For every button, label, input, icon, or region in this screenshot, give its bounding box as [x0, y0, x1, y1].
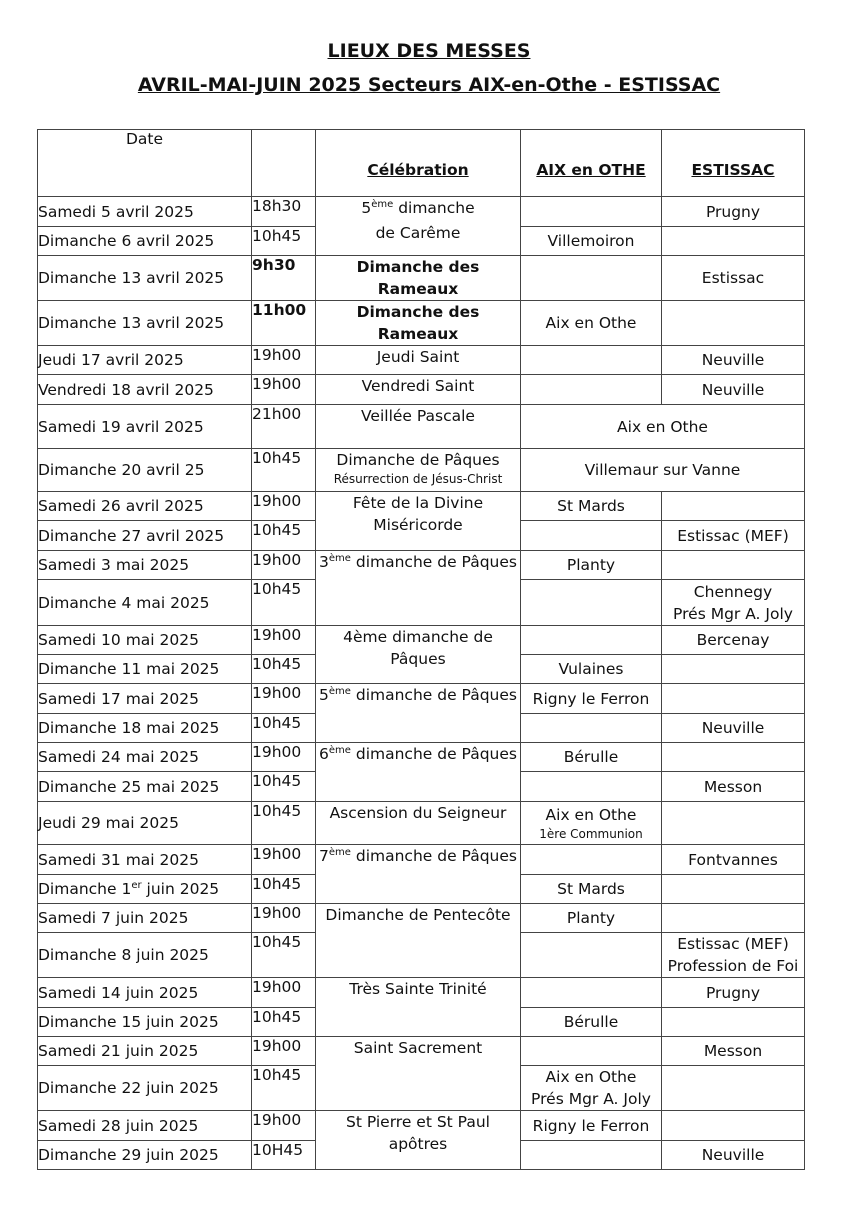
- aix-location-cell: Planty: [521, 904, 662, 933]
- time-cell: 19h00: [252, 1037, 316, 1066]
- table-row: [38, 551, 805, 580]
- page-title: LIEUX DES MESSES: [327, 40, 531, 62]
- table-row: [38, 346, 805, 375]
- date-cell: Samedi 17 mai 2025: [38, 684, 252, 714]
- celebration-cell: Jeudi Saint: [316, 346, 521, 375]
- date-cell: Samedi 28 juin 2025: [38, 1111, 252, 1141]
- aix-location-cell: Vulaines: [521, 655, 662, 684]
- time-cell: 10h45: [252, 521, 316, 551]
- date-cell: Samedi 14 juin 2025: [38, 978, 252, 1008]
- estissac-location-cell: [662, 301, 805, 346]
- aix-location-cell: [521, 933, 662, 978]
- aix-location-cell: [521, 714, 662, 743]
- estissac-location-cell: [662, 1008, 805, 1037]
- time-cell: 19h00: [252, 904, 316, 933]
- time-cell: 10h45: [252, 1008, 316, 1037]
- aix-location-cell: [521, 1141, 662, 1170]
- estissac-location-cell: Estissac (MEF): [662, 521, 805, 551]
- celebration-cell: 5ème dimanche de Pâques: [316, 684, 521, 743]
- time-cell: 19h00: [252, 375, 316, 405]
- date-cell: Dimanche 8 juin 2025: [38, 933, 252, 978]
- date-cell: Dimanche 20 avril 25: [38, 449, 252, 492]
- time-cell: 21h00: [252, 405, 316, 449]
- date-cell: Samedi 31 mai 2025: [38, 845, 252, 875]
- time-cell: 19h00: [252, 492, 316, 521]
- column-header-estissac: ESTISSAC: [662, 130, 805, 197]
- time-cell: 19h00: [252, 684, 316, 714]
- aix-location-cell: [521, 375, 662, 405]
- table-row: [38, 743, 805, 772]
- estissac-location-cell: [662, 492, 805, 521]
- table-row: [38, 802, 805, 845]
- time-cell: 19h00: [252, 978, 316, 1008]
- estissac-location-cell: [662, 1111, 805, 1141]
- estissac-location-cell: [662, 655, 805, 684]
- table-row: [38, 301, 805, 346]
- date-cell: Dimanche 27 avril 2025: [38, 521, 252, 551]
- table-row: [38, 1037, 805, 1066]
- aix-location-cell: Aix en Othe: [521, 301, 662, 346]
- date-cell: Jeudi 17 avril 2025: [38, 346, 252, 375]
- merged-location-cell: Aix en Othe: [521, 405, 805, 449]
- table-row: [38, 978, 805, 1008]
- aix-location-cell: Bérulle: [521, 743, 662, 772]
- date-cell: Dimanche 15 juin 2025: [38, 1008, 252, 1037]
- merged-location-cell: Villemaur sur Vanne: [521, 449, 805, 492]
- celebration-cell: Veillée Pascale: [316, 405, 521, 449]
- time-cell: 10h45: [252, 227, 316, 256]
- time-cell: 10h45: [252, 714, 316, 743]
- date-cell: Samedi 10 mai 2025: [38, 626, 252, 655]
- aix-location-cell: Aix en Othe Prés Mgr A. Joly: [521, 1066, 662, 1111]
- date-cell: Vendredi 18 avril 2025: [38, 375, 252, 405]
- time-cell: 19h00: [252, 743, 316, 772]
- celebration-cell: 3ème dimanche de Pâques: [316, 551, 521, 626]
- date-cell: Dimanche 13 avril 2025: [38, 301, 252, 346]
- time-cell: 10h45: [252, 1066, 316, 1111]
- time-cell: 11h00: [252, 301, 316, 346]
- estissac-location-cell: [662, 227, 805, 256]
- table-row: [38, 375, 805, 405]
- estissac-location-cell: Neuville: [662, 375, 805, 405]
- celebration-cell: Dimanche des Rameaux: [316, 256, 521, 301]
- table-row: [38, 449, 805, 492]
- table-row: [38, 1111, 805, 1141]
- celebration-cell: Dimanche de Pentecôte: [316, 904, 521, 978]
- celebration-cell: Vendredi Saint: [316, 375, 521, 405]
- celebration-cell: 6ème dimanche de Pâques: [316, 743, 521, 802]
- aix-location-cell: St Mards: [521, 492, 662, 521]
- aix-location-cell: [521, 978, 662, 1008]
- table-row: [38, 256, 805, 301]
- estissac-location-cell: Messon: [662, 772, 805, 802]
- aix-location-cell: [521, 626, 662, 655]
- aix-location-cell: [521, 346, 662, 375]
- column-header-celebration: Célébration: [316, 130, 521, 197]
- celebration-cell: Fête de la Divine Miséricorde: [316, 492, 521, 551]
- estissac-location-cell: Neuville: [662, 1141, 805, 1170]
- celebration-cell: Dimanche des Rameaux: [316, 301, 521, 346]
- column-header-aix: AIX en OTHE: [521, 130, 662, 197]
- date-cell: Dimanche 11 mai 2025: [38, 655, 252, 684]
- aix-location-cell: Villemoiron: [521, 227, 662, 256]
- column-header-time: [252, 130, 316, 197]
- time-cell: 10h45: [252, 580, 316, 626]
- estissac-location-cell: [662, 802, 805, 845]
- estissac-location-cell: Chennegy Prés Mgr A. Joly: [662, 580, 805, 626]
- date-cell: Samedi 21 juin 2025: [38, 1037, 252, 1066]
- estissac-location-cell: Neuville: [662, 346, 805, 375]
- date-cell: Dimanche 6 avril 2025: [38, 227, 252, 256]
- date-cell: Dimanche 22 juin 2025: [38, 1066, 252, 1111]
- date-cell: Dimanche 4 mai 2025: [38, 580, 252, 626]
- celebration-cell: 5ème dimanche de Carême: [316, 197, 521, 256]
- celebration-cell: Ascension du Seigneur: [316, 802, 521, 845]
- estissac-location-cell: Estissac: [662, 256, 805, 301]
- aix-location-cell: Aix en Othe 1ère Communion: [521, 802, 662, 845]
- celebration-cell: St Pierre et St Paul apôtres: [316, 1111, 521, 1170]
- table-row: [38, 684, 805, 714]
- time-cell: 10h45: [252, 772, 316, 802]
- table-row: [38, 904, 805, 933]
- aix-location-cell: [521, 772, 662, 802]
- aix-location-cell: [521, 580, 662, 626]
- date-cell: Samedi 3 mai 2025: [38, 551, 252, 580]
- estissac-location-cell: Estissac (MEF) Profession de Foi: [662, 933, 805, 978]
- page-subtitle: AVRIL-MAI-JUIN 2025 Secteurs AIX-en-Othe - ESTISSAC: [137, 74, 721, 96]
- column-header-date: Date: [38, 130, 252, 197]
- aix-location-cell: [521, 521, 662, 551]
- date-cell: Dimanche 13 avril 2025: [38, 256, 252, 301]
- time-cell: 10H45: [252, 1141, 316, 1170]
- time-cell: 19h00: [252, 626, 316, 655]
- estissac-location-cell: [662, 743, 805, 772]
- estissac-location-cell: [662, 684, 805, 714]
- aix-location-cell: [521, 256, 662, 301]
- time-cell: 18h30: [252, 197, 316, 227]
- aix-location-cell: [521, 1037, 662, 1066]
- aix-location-cell: Planty: [521, 551, 662, 580]
- estissac-location-cell: Fontvannes: [662, 845, 805, 875]
- time-cell: 19h00: [252, 1111, 316, 1141]
- estissac-location-cell: Prugny: [662, 978, 805, 1008]
- aix-location-cell: Bérulle: [521, 1008, 662, 1037]
- date-cell: Samedi 19 avril 2025: [38, 405, 252, 449]
- time-cell: 19h00: [252, 346, 316, 375]
- date-cell: Samedi 7 juin 2025: [38, 904, 252, 933]
- time-cell: 19h00: [252, 551, 316, 580]
- table-header-row: [38, 130, 805, 197]
- date-cell: Samedi 24 mai 2025: [38, 743, 252, 772]
- table-row: [38, 197, 805, 227]
- mass-schedule-table: [37, 129, 805, 1170]
- date-cell: Dimanche 25 mai 2025: [38, 772, 252, 802]
- date-cell: Dimanche 29 juin 2025: [38, 1141, 252, 1170]
- celebration-cell: 4ème dimanche de Pâques: [316, 626, 521, 684]
- aix-location-cell: [521, 197, 662, 227]
- time-cell: 9h30: [252, 256, 316, 301]
- date-cell: Dimanche 18 mai 2025: [38, 714, 252, 743]
- date-cell: Samedi 5 avril 2025: [38, 197, 252, 227]
- date-cell: Dimanche 1er juin 2025: [38, 875, 252, 904]
- time-cell: 10h45: [252, 655, 316, 684]
- date-cell: Samedi 26 avril 2025: [38, 492, 252, 521]
- time-cell: 10h45: [252, 802, 316, 845]
- celebration-cell: Dimanche de Pâques Résurrection de Jésus-Christ: [316, 449, 521, 492]
- estissac-location-cell: [662, 904, 805, 933]
- aix-location-cell: Rigny le Ferron: [521, 684, 662, 714]
- celebration-cell: Très Sainte Trinité: [316, 978, 521, 1037]
- celebration-cell: Saint Sacrement: [316, 1037, 521, 1111]
- estissac-location-cell: [662, 1066, 805, 1111]
- estissac-location-cell: Prugny: [662, 197, 805, 227]
- table-row: [38, 845, 805, 875]
- table-row: [38, 626, 805, 655]
- table-row: [38, 405, 805, 449]
- time-cell: 19h00: [252, 845, 316, 875]
- time-cell: 10h45: [252, 933, 316, 978]
- estissac-location-cell: [662, 551, 805, 580]
- celebration-cell: 7ème dimanche de Pâques: [316, 845, 521, 904]
- date-cell: Jeudi 29 mai 2025: [38, 802, 252, 845]
- time-cell: 10h45: [252, 875, 316, 904]
- aix-location-cell: Rigny le Ferron: [521, 1111, 662, 1141]
- estissac-location-cell: Messon: [662, 1037, 805, 1066]
- table-row: [38, 492, 805, 521]
- estissac-location-cell: [662, 875, 805, 904]
- estissac-location-cell: Bercenay: [662, 626, 805, 655]
- aix-location-cell: [521, 845, 662, 875]
- time-cell: 10h45: [252, 449, 316, 492]
- estissac-location-cell: Neuville: [662, 714, 805, 743]
- aix-location-cell: St Mards: [521, 875, 662, 904]
